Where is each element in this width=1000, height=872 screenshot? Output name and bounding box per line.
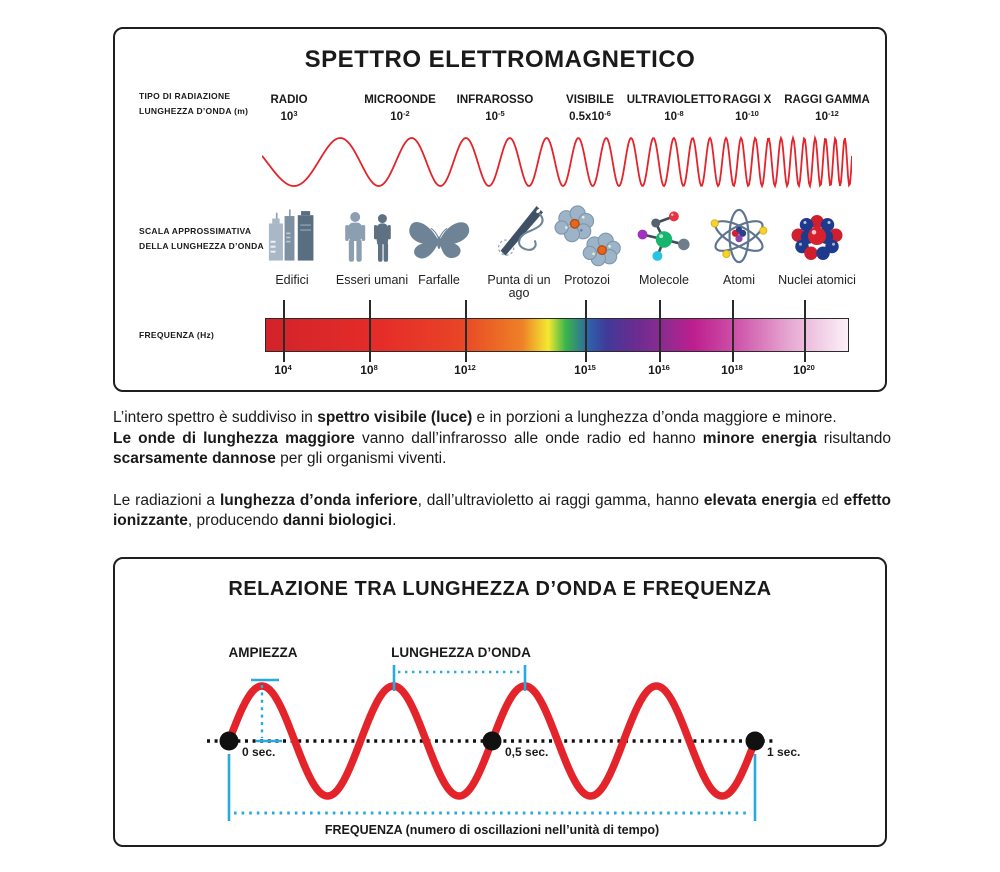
band-name: VISIBILE xyxy=(566,94,614,106)
frequency-bar xyxy=(265,318,849,352)
band-wavelength: $10^3$ xyxy=(280,109,298,123)
buildings-icon xyxy=(259,203,325,267)
wavelength-row-label: LUNGHEZZA D’ONDA (m) xyxy=(139,106,249,116)
scale-item-farfalle xyxy=(397,201,481,287)
band-name: MICROONDE xyxy=(364,94,436,106)
atom-icon xyxy=(703,205,775,267)
band-infrarosso xyxy=(457,93,534,124)
scale-item-edifici xyxy=(250,201,334,287)
band-wavelength: $10^{-2}$ xyxy=(390,109,410,123)
radiation-type-label: TIPO DI RADIAZIONE xyxy=(139,91,231,101)
paragraph-1: L’intero spettro è suddiviso in spettro visibile (luce) e in porzioni a lunghezza d’onda maggiore e minore. Le onde di lunghezza maggiore vanno dall’infrarosso alle onde radio ed hanno minore energia risultando scarsamente dannose per gli organismi viventi. xyxy=(113,409,891,467)
band-wavelength: $10^{-8}$ xyxy=(664,109,684,123)
scale-item-protozoi xyxy=(545,201,629,287)
wavelength-label: LUNGHEZZA D’ONDA xyxy=(391,645,531,660)
scale-item-label: Nuclei atomici xyxy=(778,273,856,287)
scale-item-label: Protozoi xyxy=(564,273,610,287)
band-name: RAGGI GAMMA xyxy=(784,94,870,106)
frequency-value: $10^{18}$ xyxy=(721,363,743,377)
band-name: INFRAROSSO xyxy=(456,94,534,106)
humans-icon xyxy=(340,207,404,267)
band-radio xyxy=(270,93,307,124)
frequency-tick xyxy=(369,300,371,362)
scale-item-label: Farfalle xyxy=(418,273,460,287)
protozoa-icon xyxy=(549,205,625,267)
left-row-labels xyxy=(139,89,248,119)
scale-item-label: Atomi xyxy=(723,273,755,287)
frequency-value: $10^{16}$ xyxy=(648,363,670,377)
frequency-tick xyxy=(465,300,467,362)
frequency-tick xyxy=(804,300,806,362)
band-wavelength: $10^{-12}$ xyxy=(815,109,839,123)
scale-item-label: Molecole xyxy=(638,273,690,287)
scale-item-molecole xyxy=(622,201,706,287)
description-text xyxy=(113,408,891,553)
frequency-value: $10^{20}$ xyxy=(793,363,815,377)
frequency-tick xyxy=(283,300,285,362)
scale-label-line2: DELLA LUNGHEZZA D’ONDA xyxy=(139,241,264,251)
wavelength-frequency-panel xyxy=(113,557,887,847)
amplitude-label: AMPIEZZA xyxy=(228,645,298,660)
atomic-nucleus-icon xyxy=(787,211,847,267)
scale-item-atomi xyxy=(697,201,781,287)
frequency-tick xyxy=(732,300,734,362)
scale-label-line1: SCALA APPROSSIMATIVA xyxy=(139,226,252,236)
time-label-0s: 0 sec. xyxy=(242,745,276,759)
panel1-title: SPETTRO ELETTROMAGNETICO xyxy=(304,46,696,73)
band-raggi-gamma xyxy=(784,93,870,124)
frequency-axis-label: FREQUENZA (Hz) xyxy=(139,330,215,340)
band-wavelength: $0.5x10^{-6}$ xyxy=(569,109,611,123)
time-dot-1s xyxy=(746,732,765,751)
band-microonde xyxy=(364,93,436,124)
panel2-title: RELAZIONE TRA LUNGHEZZA D’ONDA E FREQUENZA xyxy=(228,578,772,600)
scale-item-label: Esseri umani xyxy=(335,273,409,287)
sine-wave-figure xyxy=(115,559,885,845)
band-wavelength: $10^{-5}$ xyxy=(485,109,505,123)
band-name: ULTRAVIOLETTO xyxy=(626,94,722,106)
butterfly-icon xyxy=(403,213,475,267)
frequency-value: $10^{15}$ xyxy=(574,363,596,377)
spectrum-panel xyxy=(113,27,887,392)
needle-icon xyxy=(487,201,551,267)
band-wavelength: $10^{-10}$ xyxy=(735,109,759,123)
band-name: RADIO xyxy=(270,94,308,106)
spectrum-wave-chirp xyxy=(262,133,852,191)
frequency-tick xyxy=(585,300,587,362)
frequency-tick xyxy=(659,300,661,362)
band-ultravioletto xyxy=(627,93,722,124)
frequency-value: $10^4$ xyxy=(274,363,292,377)
frequency-value: $10^8$ xyxy=(360,363,378,377)
frequency-value: $10^{12}$ xyxy=(454,363,476,377)
molecule-icon xyxy=(631,207,697,267)
time-dot-05s xyxy=(483,732,502,751)
frequency-caption: FREQUENZA (numero di oscillazioni nell’unità di tempo) xyxy=(324,823,660,837)
band-visibile xyxy=(566,93,614,124)
band-raggi-x xyxy=(723,93,772,124)
scale-item-label: Punta di un ago xyxy=(487,273,551,300)
time-dot-0s xyxy=(220,732,239,751)
scale-item-nuclei xyxy=(775,201,859,287)
paragraph-2: Le radiazioni a lunghezza d’onda inferiore, dall’ultravioletto ai raggi gamma, hanno elevata energia ed effetto ionizzante, producendo danni biologici. xyxy=(113,491,891,529)
scale-labels xyxy=(139,224,264,254)
scale-item-label: Edifici xyxy=(275,273,309,287)
band-name: RAGGI X xyxy=(722,94,772,106)
time-label-05s: 0,5 sec. xyxy=(505,745,549,759)
time-label-1s: 1 sec. xyxy=(767,745,801,759)
